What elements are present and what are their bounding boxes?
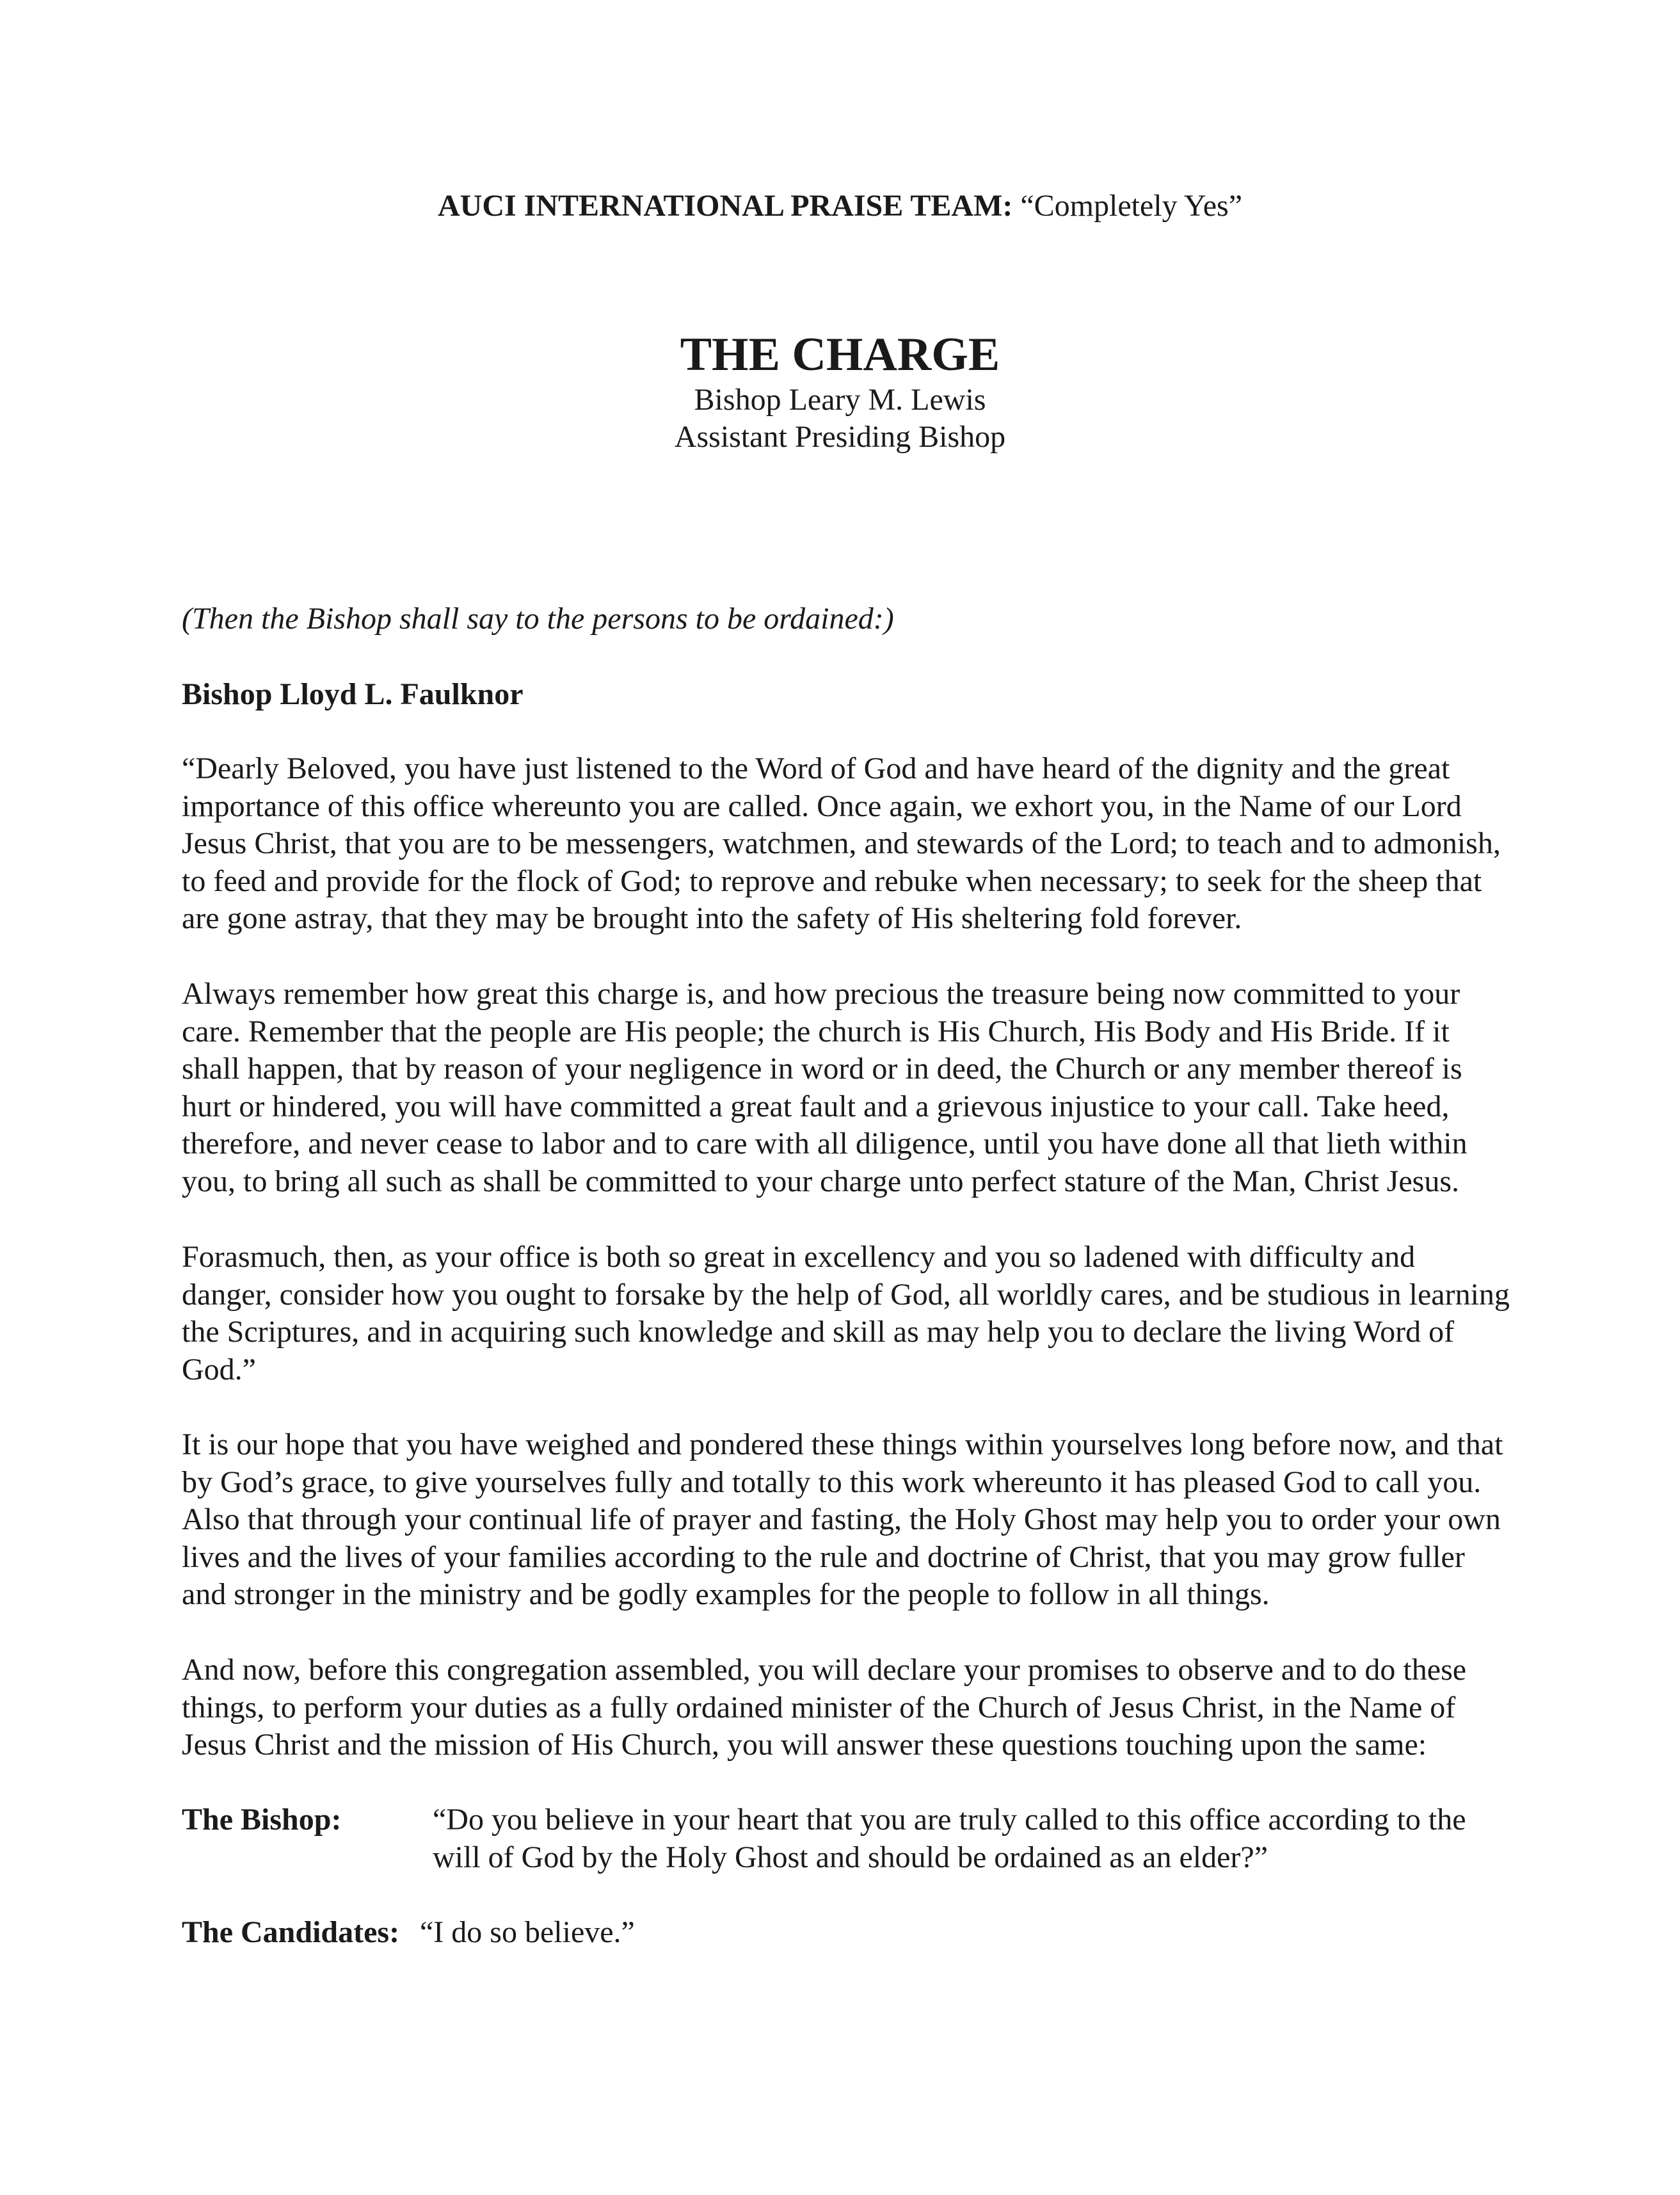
charge-paragraph: Forasmuch, then, as your office is both so great in excellency and you so ladened with difficulty and danger, consider how you ought to forsake by the help of God, all worldly cares, and be studious in learning the Scriptures, and in acquiring such knowledge and skill as may help you to declare the living Word of God.” <box>182 1240 1510 1387</box>
exchange-role: The Bishop: <box>182 1803 342 1837</box>
exchange-line: “I do so believe.” <box>420 1915 635 1949</box>
exchange-role: The Candidates: <box>182 1915 400 1949</box>
presenter-name: Bishop Leary M. Lewis <box>694 383 986 417</box>
title-block <box>0 328 1680 456</box>
praise-team-label: AUCI INTERNATIONAL PRAISE TEAM: <box>438 189 1013 223</box>
presenter-role: Assistant Presiding Bishop <box>674 420 1006 454</box>
charge-paragraph: And now, before this congregation assembled, you will declare your promises to observe and to do these things, to perform your duties as a fully ordained minister of the Church of Jesus Christ, in the Name of Jesus Christ and the mission of His Church, you will answer these questions touching upon the same: <box>182 1653 1467 1762</box>
charge-paragraph: It is our hope that you have weighed and pondered these things within yourselves long before now, and that by God’s grace, to give yourselves fully and totally to this work whereunto it has pleased God to call you. Also that through your continual life of prayer and fasting, the Holy Ghost may help you to order your own lives and the lives of your families according to the rule and doctrine of Christ, that you may grow fuller and stronger in the ministry and be godly examples for the people to follow in all things. <box>182 1427 1503 1611</box>
page-title: THE CHARGE <box>680 328 1000 381</box>
exchange-line: “Do you believe in your heart that you are truly called to this office according to the will of God by the Holy Ghost and should be ordained as an elder?” <box>433 1803 1466 1874</box>
praise-team-header <box>0 187 1680 225</box>
charge-paragraph: Always remember how great this charge is, and how precious the treasure being now committed to your care. Remember that the people are His people; the church is His Church, His Body and His Bride. If it shall happen, that by reason of your negligence in word or in deed, the Church or any member thereof is hurt or hindered, you will have committed a great fault and a grievous injustice to your call. Take heed, therefore, and never cease to labor and to care with all diligence, until you have done all that lieth within you, to bring all such as shall be committed to your charge unto perfect stature of the Man, Christ Jesus. <box>182 977 1468 1198</box>
speaker-name: Bishop Lloyd L. Faulknor <box>182 677 524 711</box>
rubric-instruction: (Then the Bishop shall say to the persons to be ordained:) <box>182 602 894 636</box>
song-title: “Completely Yes” <box>1020 189 1242 223</box>
charge-paragraph: “Dearly Beloved, you have just listened to the Word of God and have heard of the dignity and the great importance of this office whereunto you are called. Once again, we exhort you, in the Name of our Lord Jesus Christ, that you are to be messengers, watchmen, and stewards of the Lord; to teach and to admonish, to feed and provide for the flock of God; to reprove and rebuke when necessary; to seek for the sheep that are gone astray, that they may be brought into the safety of His sheltering fold forever. <box>182 752 1501 935</box>
